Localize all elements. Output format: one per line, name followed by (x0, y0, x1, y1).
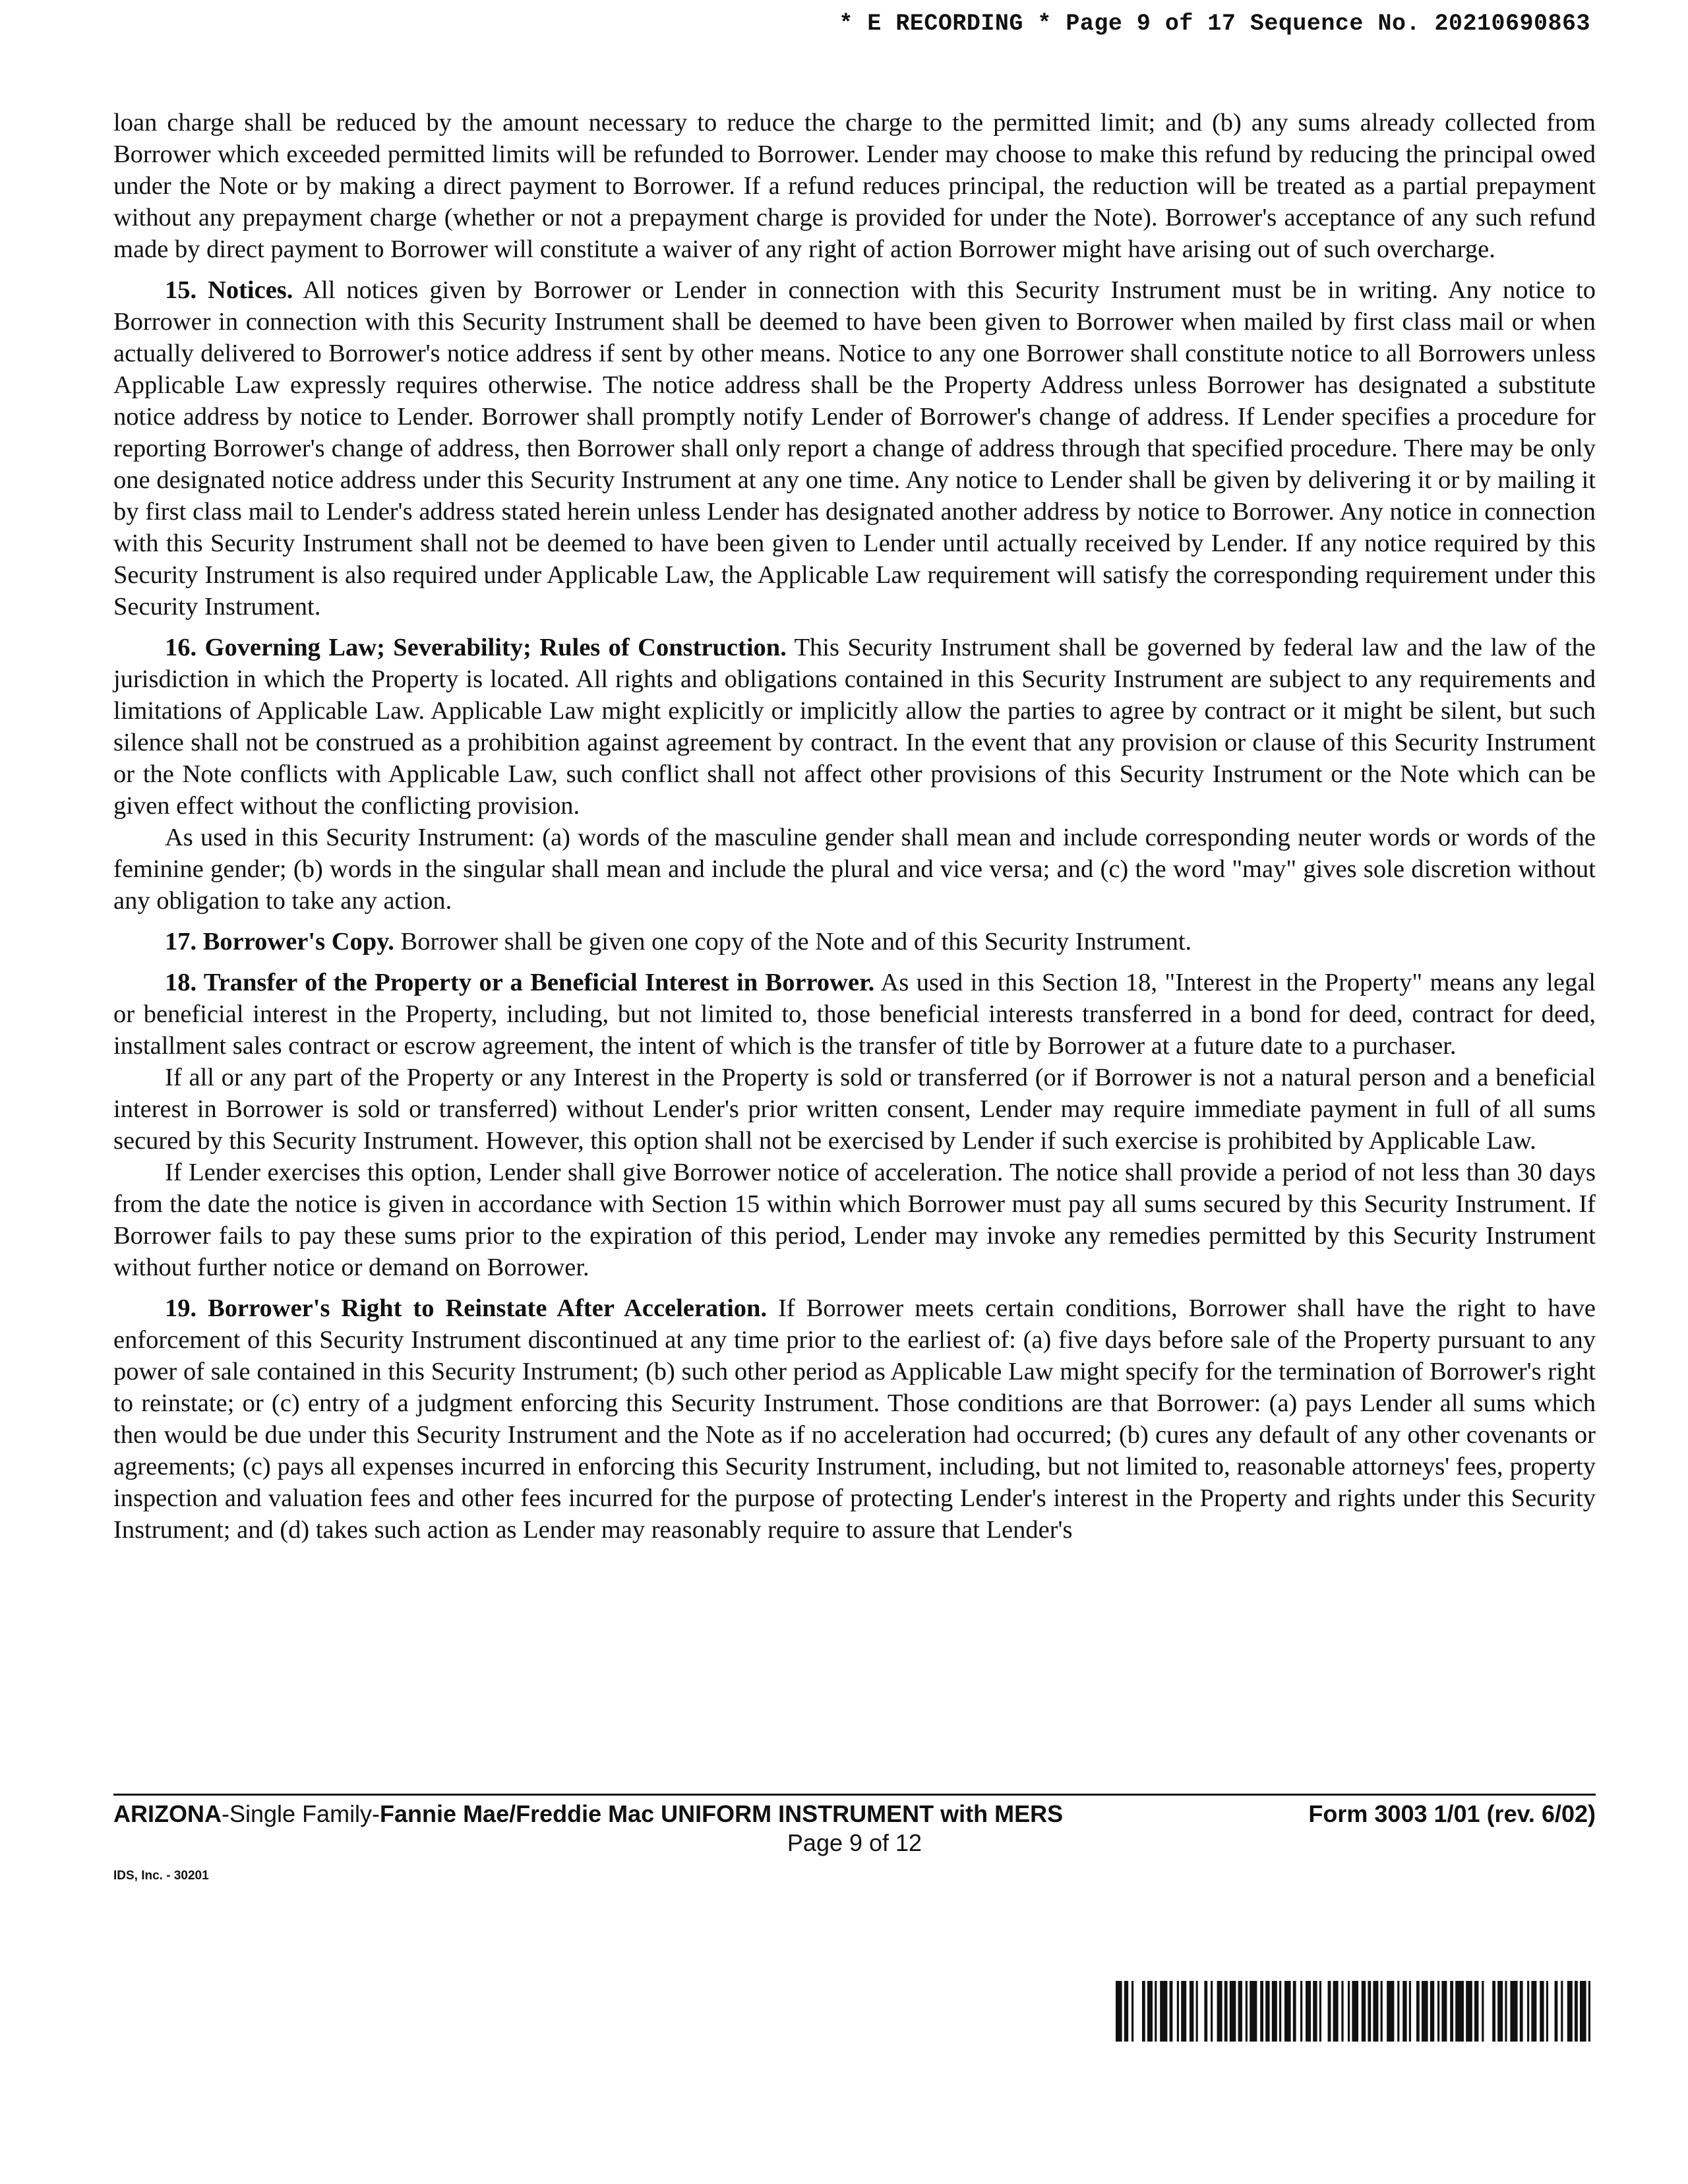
barcode-bar (1441, 1981, 1447, 2042)
barcode-bar (1397, 1981, 1399, 2042)
barcode-bar (1409, 1981, 1411, 2042)
paragraph-text: This Security Instrument shall be governed by federal law and the law of the jurisdiction in which the Property is located. All rights and obligations contained in this Security Instrument are subject to any requirements and limitations of Applicable Law. Applicable Law might explicitly or implicitly allow the parties to agree by contract or it might be silent, but such silence shall not be construed as a prohibition against agreement by contract. In the event that any provision or clause of this Security Instrument or the Note conflicts with Applicable Law, such conflict shall not affect other provisions of this Security Instrument or the Note which can be given effect without the conflicting provision. (113, 634, 1596, 820)
barcode-bar (1272, 1981, 1277, 2042)
barcode-bar (1190, 1981, 1193, 2042)
barcode-bar (1177, 1981, 1179, 2042)
barcode-bar (1260, 1981, 1263, 2042)
barcode-bar (1430, 1981, 1434, 2042)
footer-page-number: Page 9 of 12 (787, 1829, 922, 1856)
barcode-bar (1279, 1981, 1281, 2042)
barcode-bar (1300, 1981, 1302, 2042)
barcode-bar (1575, 1981, 1578, 2042)
paragraph-text: As used in this Section 18, "Interest in the Property" means any legal or beneficial interest in the Property, including, but not limited to, those beneficial interests transferred in a bond for deed, contract for deed, installment sales contract or escrow agreement, the intent of which is the transfer of title by Borrower at a future date to a purchaser. (113, 969, 1596, 1060)
section-15-notices (113, 274, 1596, 622)
paragraph-text: If all or any part of the Property or any Interest in the Property is sold or transferred (or if Borrower is not a natural person and a beneficial interest in Borrower is sold or transferred) without Lender's prior written consent, Lender may require immediate payment in full of all sums secured by this Security Instrument. However, this option shall not be exercised by Lender if such exercise is prohibited by Applicable Law. (113, 1064, 1596, 1155)
barcode-bar (1348, 1981, 1350, 2042)
barcode-bar (1333, 1981, 1339, 2042)
section-18-acceleration-paragraph (113, 1157, 1596, 1283)
barcode-bar (1437, 1981, 1439, 2042)
section-19-reinstate (113, 1292, 1596, 1546)
barcode-bar (1124, 1981, 1128, 2042)
barcode-bar (1265, 1981, 1269, 2042)
barcode-bar (1580, 1981, 1586, 2042)
barcode-bar (1505, 1981, 1507, 2042)
barcode-bar (1588, 1981, 1590, 2042)
barcode-bar (1246, 1981, 1248, 2042)
section-heading: 19. Borrower's Right to Reinstate After Acceleration. (165, 1294, 768, 1322)
section-heading: 17. Borrower's Copy. (165, 928, 394, 956)
paragraph-text: If Lender exercises this option, Lender shall give Borrower notice of acceleration. The notice shall provide a period of not less than 30 days from the date the notice is given in accordance with Section 15 within which Borrower must pay all sums secured by this Security Instrument. If Borrower fails to pay these sums prior to the expiration of this period, Lender may invoke any remedies permitted by this Security Instrument without further notice or demand on Borrower. (113, 1159, 1596, 1281)
barcode-bar (1482, 1981, 1484, 2042)
barcode-bar (1466, 1981, 1472, 2042)
barcode-bar (1387, 1981, 1394, 2042)
barcode-bar (1147, 1981, 1153, 2042)
section-17-borrowers-copy (113, 926, 1596, 957)
barcode-bar (1567, 1981, 1573, 2042)
barcode-bar (1250, 1981, 1257, 2042)
paragraph-text: loan charge shall be reduced by the amount necessary to reduce the charge to the permitted limit; and (b) any sums already collected from Borrower which exceeded permitted limits will be refunded to Borrower. Lender may choose to make this refund by reducing the principal owed under the Note or by making a direct payment to Borrower. If a refund reduces principal, the reduction will be treated as a partial prepayment without any prepayment charge (whether or not a prepayment charge is provided for under the Note). Borrower's acceptance of any such refund made by direct payment to Borrower will constitute a waiver of any right of action Borrower might have arising out of such overcharge. (113, 109, 1596, 263)
barcode-bar (1116, 1981, 1122, 2042)
barcode-bar (1540, 1981, 1544, 2042)
barcode-bar (1373, 1981, 1378, 2042)
footer-form-line (113, 1800, 1596, 1828)
barcode-bar (1313, 1981, 1317, 2042)
barcode-bar (1155, 1981, 1157, 2042)
paragraph-text: As used in this Security Instrument: (a) words of the masculine gender shall mean and include corresponding neuter words or words of the feminine gender; (b) words in the singular shall mean and include the plural and vice versa; and (c) the word "may" gives sole discretion without any obligation to take any action. (113, 824, 1596, 915)
barcode-bar (1510, 1981, 1517, 2042)
barcode-bar (1306, 1981, 1311, 2042)
recording-header: * E RECORDING * Page 9 of 17 Sequence No. 20210690863 (839, 11, 1590, 37)
section-heading: 15. Notices. (165, 276, 293, 304)
barcode-bar (1211, 1981, 1213, 2042)
footer-instrument: Fannie Mae/Freddie Mac UNIFORM INSTRUMENT with MERS (380, 1800, 1064, 1827)
barcode-bar (1319, 1981, 1321, 2042)
barcode-icon (1116, 1981, 1590, 2042)
document-body (113, 107, 1596, 1555)
barcode-bar (1341, 1981, 1343, 2042)
barcode-bar (1555, 1981, 1558, 2042)
barcode-bar (1131, 1981, 1133, 2042)
section-18-consent-paragraph (113, 1062, 1596, 1157)
barcode-bar (1362, 1981, 1366, 2042)
section-18-transfer (113, 967, 1596, 1062)
footer-form-number: Form 3003 1/01 (rev. 6/02) (1308, 1800, 1596, 1827)
barcode-bar (1142, 1981, 1145, 2042)
barcode-bar (1293, 1981, 1296, 2042)
barcode-bar (1217, 1981, 1222, 2042)
barcode-bar (1368, 1981, 1371, 2042)
barcode-bar (1527, 1981, 1529, 2042)
paragraph-text: All notices given by Borrower or Lender in connection with this Security Instrument must be in writing. Any notice to Borrower in connection with this Security Instrument shall be deemed to have been given to Borrower when mailed by first class mail or when actually delivered to Borrower's notice address if sent by other means. Notice to any one Borrower shall constitute notice to all Borrowers unless Applicable Law expressly requires otherwise. The notice address shall be the Property Address unless Borrower has designated a substitute notice address by notice to Lender. Borrower shall promptly notify Lender of Borrower's change of address. If Lender specifies a procedure for reporting Borrower's change of address, then Borrower shall only report a change of address through that specified procedure. There may be only one designated notice address under this Security Instrument at any one time. Any notice to Lender shall be given by delivering it or by mailing it by first class mail to Lender's address stated herein unless Lender has designated another address by notice to Borrower. Any notice in connection with this Security Instrument shall not be deemed to have been given to Lender until actually received by Lender. If any notice required by this Security Instrument is also required under Applicable Law, the Applicable Law requirement will satisfy the corresponding requirement under this Security Instrument. (113, 276, 1596, 621)
paragraph-text: Borrower shall be given one copy of the Note and of this Security Instrument. (394, 928, 1192, 956)
barcode-bar (1531, 1981, 1536, 2042)
vendor-code: IDS, Inc. - 30201 (113, 1869, 209, 1883)
paragraph-continuation (113, 107, 1596, 265)
barcode-bar (1352, 1981, 1358, 2042)
barcode-bar (1238, 1981, 1242, 2042)
barcode-bar (1561, 1981, 1563, 2042)
barcode-bar (1416, 1981, 1420, 2042)
barcode-bar (1170, 1981, 1173, 2042)
barcode-bar (1422, 1981, 1428, 2042)
section-16-governing-law (113, 632, 1596, 822)
barcode-bar (1181, 1981, 1186, 2042)
barcode-bar (1196, 1981, 1198, 2042)
footer-state: ARIZONA (113, 1800, 222, 1827)
barcode-bar (1474, 1981, 1478, 2042)
footer-family: -Single Family- (222, 1800, 380, 1827)
barcode-bar (1520, 1981, 1523, 2042)
barcode-bar (1328, 1981, 1331, 2042)
barcode-bar (1381, 1981, 1383, 2042)
barcode-bar (1284, 1981, 1291, 2042)
barcode-bar (1450, 1981, 1453, 2042)
barcode-bar (1402, 1981, 1406, 2042)
barcode-bar (1455, 1981, 1464, 2042)
section-heading: 16. Governing Law; Severability; Rules of Construction. (165, 634, 787, 661)
barcode-bar (1497, 1981, 1503, 2042)
barcode-bar (1224, 1981, 1228, 2042)
section-16-usage-paragraph (113, 822, 1596, 917)
barcode-bar (1160, 1981, 1167, 2042)
barcode-bar (1492, 1981, 1495, 2042)
barcode-bar (1204, 1981, 1207, 2042)
barcode-bar (1546, 1981, 1548, 2042)
barcode-bar (1230, 1981, 1236, 2042)
footer-divider (113, 1794, 1596, 1796)
paragraph-text: If Borrower meets certain conditions, Borrower shall have the right to have enforcement of this Security Instrument discontinued at any time prior to the earliest of: (a) five days before sale of the Property pursuant to any power of sale contained in this Security Instrument; (b) such other period as Applicable Law might specify for the termination of Borrower's right to reinstate; or (c) entry of a judgment enforcing this Security Instrument. Those conditions are that Borrower: (a) pays Lender all sums which then would be due under this Security Instrument and the Note as if no acceleration had occurred; (b) cures any default of any other covenants or agreements; (c) pays all expenses incurred in enforcing this Security Instrument, including, but not limited to, reasonable attorneys' fees, property inspection and valuation fees and other fees incurred for the purpose of protecting Lender's interest in the Property and rights under this Security Instrument; and (d) takes such action as Lender may reasonably require to assure that Lender's (113, 1294, 1596, 1544)
section-heading: 18. Transfer of the Property or a Beneficial Interest in Borrower. (165, 969, 875, 996)
